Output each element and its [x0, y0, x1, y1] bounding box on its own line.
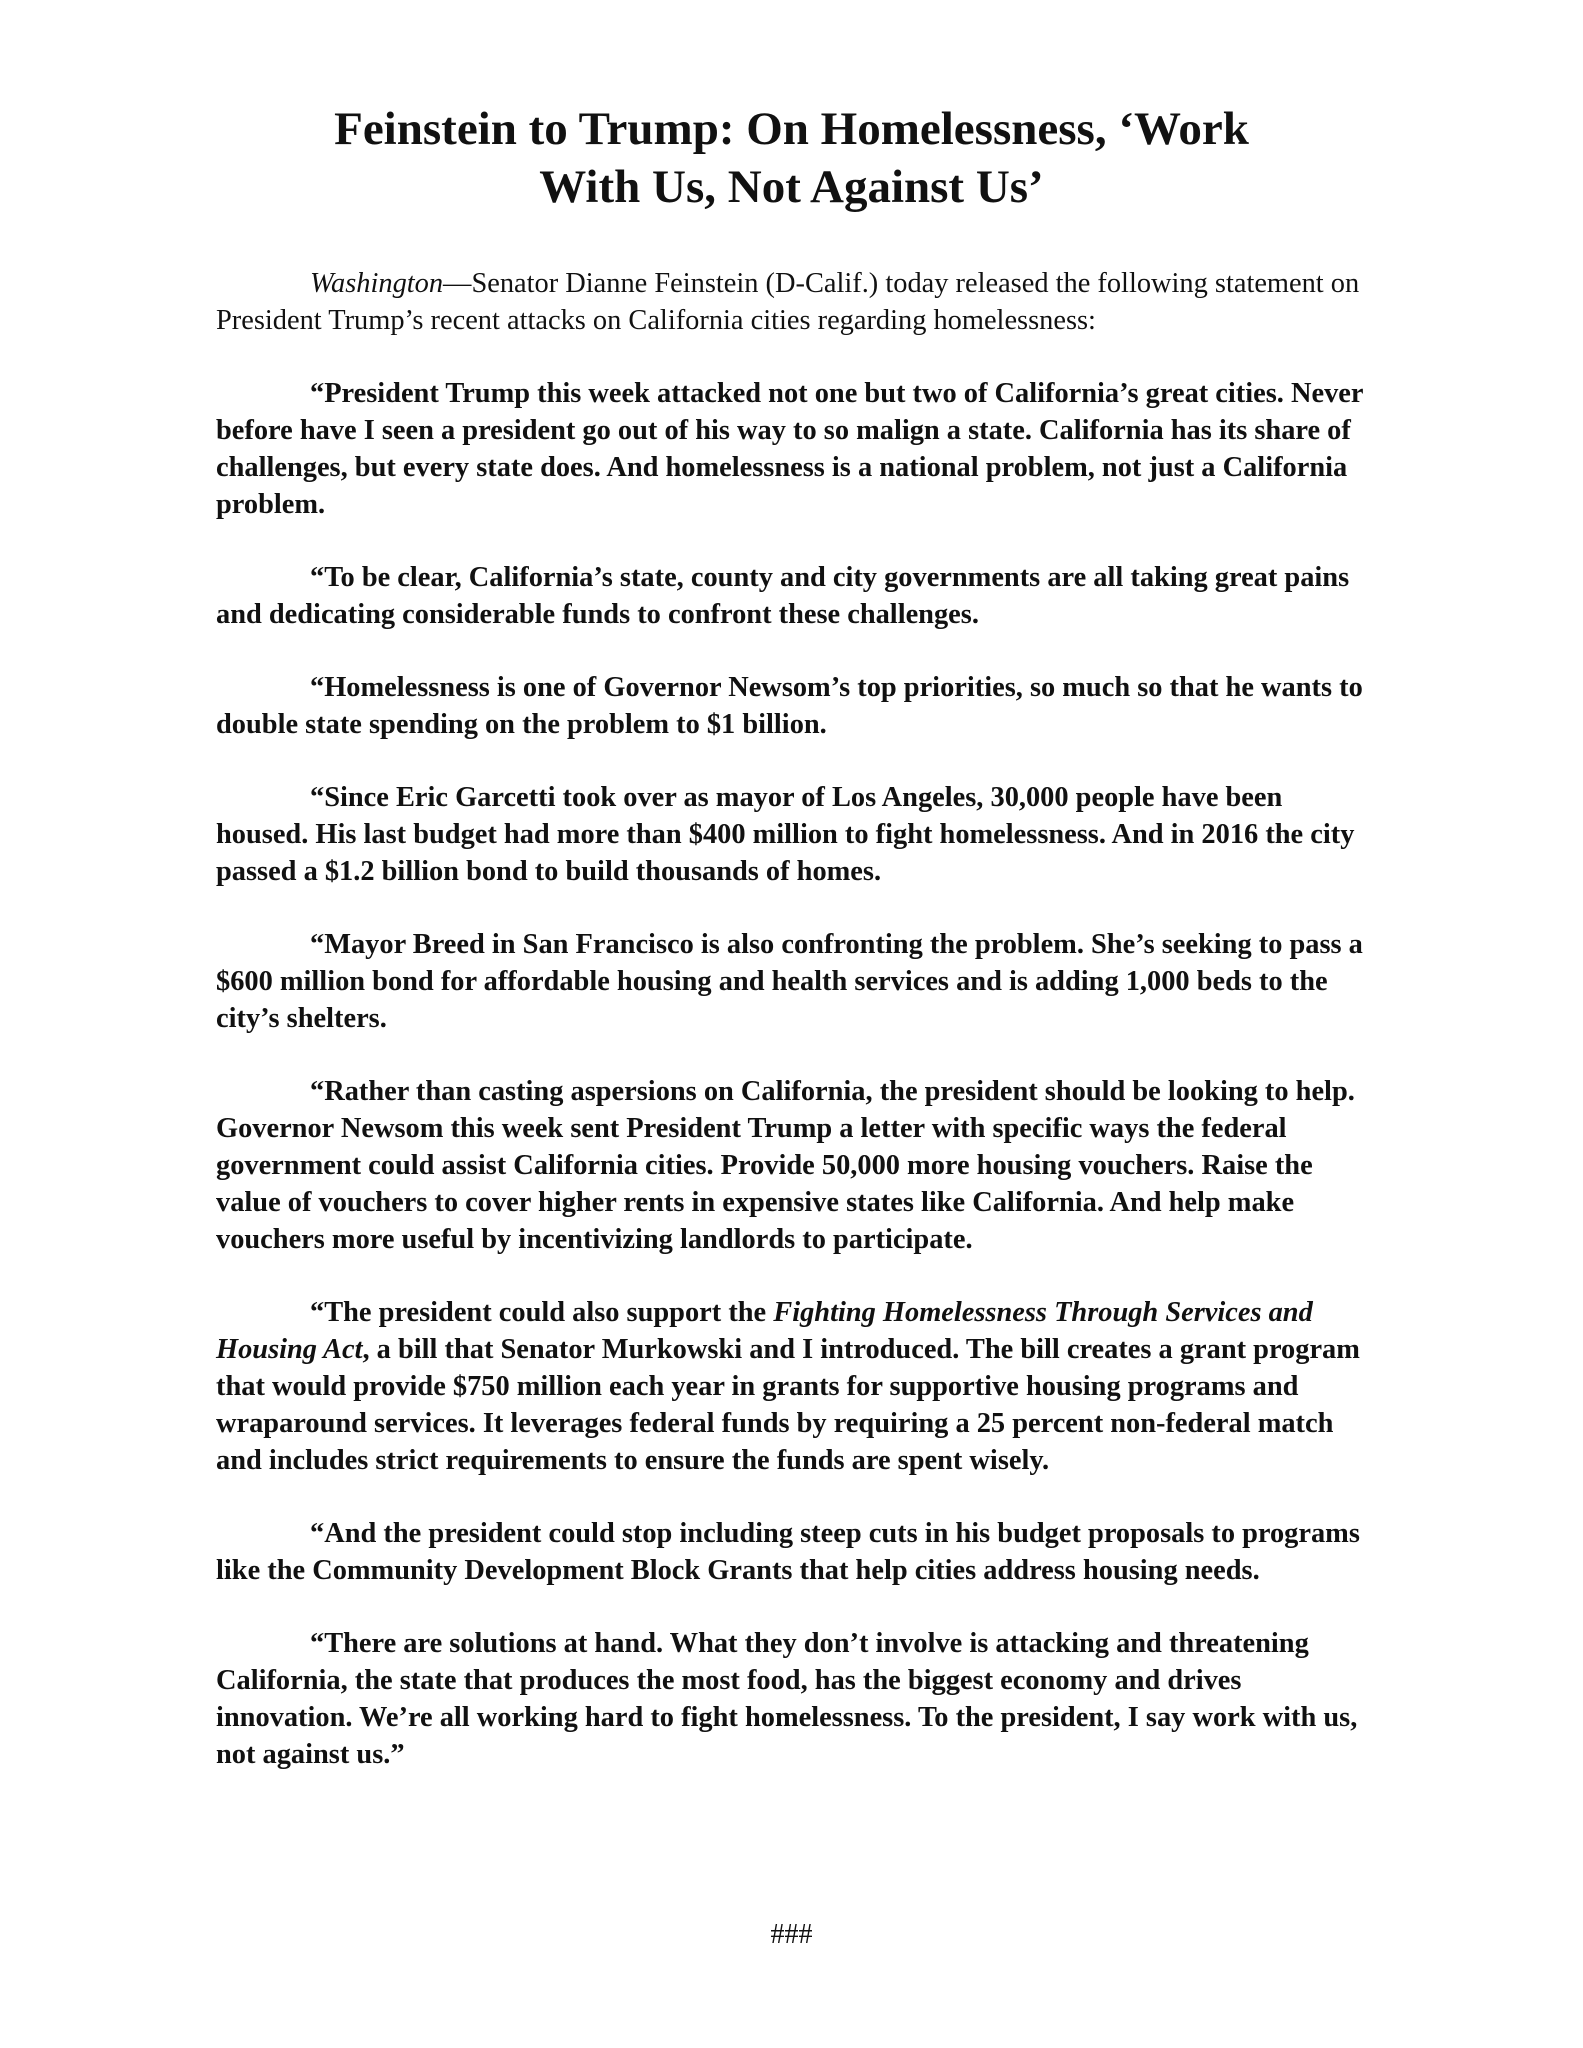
release-body — [216, 265, 1376, 1809]
title-line-1: Feinstein to Trump: On Homelessness, ‘Work — [334, 103, 1249, 155]
act-paragraph-before: “The president could also support the — [310, 1297, 774, 1328]
quote-paragraph-8: “And the president could stop including steep cuts in his budget proposals to programs like the Community Development Block Grants that help cities address housing needs. — [216, 1518, 1360, 1586]
quote-paragraph-4: “Since Eric Garcetti took over as mayor of Los Angeles, 30,000 people have been housed. His last budget had more than $400 million to fight homelessness. And in 2016 the city passed a $1.2 billion bond to build thousands of homes. — [216, 782, 1355, 887]
quote-paragraph-6: “Rather than casting aspersions on California, the president should be looking to help. Governor Newsom this week sent President Trump a letter with specific ways the federal government could assist California cities. Provide 50,000 more housing vouchers. Raise the value of vouchers to cover higher rents in expensive states like California. And help make vouchers more useful by incentivizing landlords to participate. — [216, 1076, 1355, 1255]
quote-paragraph-9: “There are solutions at hand. What they don’t involve is attacking and threatening California, the state that produces the most food, has the biggest economy and drives innovation. We’re all working hard to fight homelessness. To the president, I say work with us, not against us.” — [216, 1628, 1358, 1770]
quote-paragraph-2: “To be clear, California’s state, county and city governments are all taking great pains and dedicating considerable funds to confront these challenges. — [216, 562, 1350, 630]
quote-paragraph-3: “Homelessness is one of Governor Newsom’s top priorities, so much so that he wants to double state spending on the problem to $1 billion. — [216, 672, 1363, 740]
act-paragraph-after: , a bill that Senator Murkowski and I introduced. The bill creates a grant program that would provide $750 million each year in grants for supportive housing programs and wraparound services. It leverages federal funds by requiring a 25 percent non-federal match and includes strict requirements to ensure the funds are spent wisely. — [216, 1334, 1360, 1476]
end-mark: ### — [770, 1919, 813, 1950]
title-line-2: With Us, Not Against Us’ — [539, 161, 1044, 213]
quote-paragraph-1: “President Trump this week attacked not one but two of California’s great cities. Never before have I seen a president go out of his way to so malign a state. California has its share of challenges, but every state does. And homelessness is a national problem, not just a California problem. — [216, 378, 1363, 520]
intro-text: —Senator Dianne Feinstein (D-Calif.) today released the following statement on President Trump’s recent attacks on California cities regarding homelessness: — [216, 268, 1360, 336]
quote-paragraph-5: “Mayor Breed in San Francisco is also confronting the problem. She’s seeking to pass a $600 million bond for affordable housing and health services and is adding 1,000 beds to the city’s shelters. — [216, 929, 1363, 1034]
page-title — [220, 100, 1363, 216]
act-name: Fighting Homelessness Through Services and Housing Act — [216, 1297, 1313, 1365]
intro-paragraph — [216, 265, 1376, 339]
dateline: Washington — [310, 268, 444, 299]
quote-paragraph-7 — [216, 1294, 1376, 1479]
